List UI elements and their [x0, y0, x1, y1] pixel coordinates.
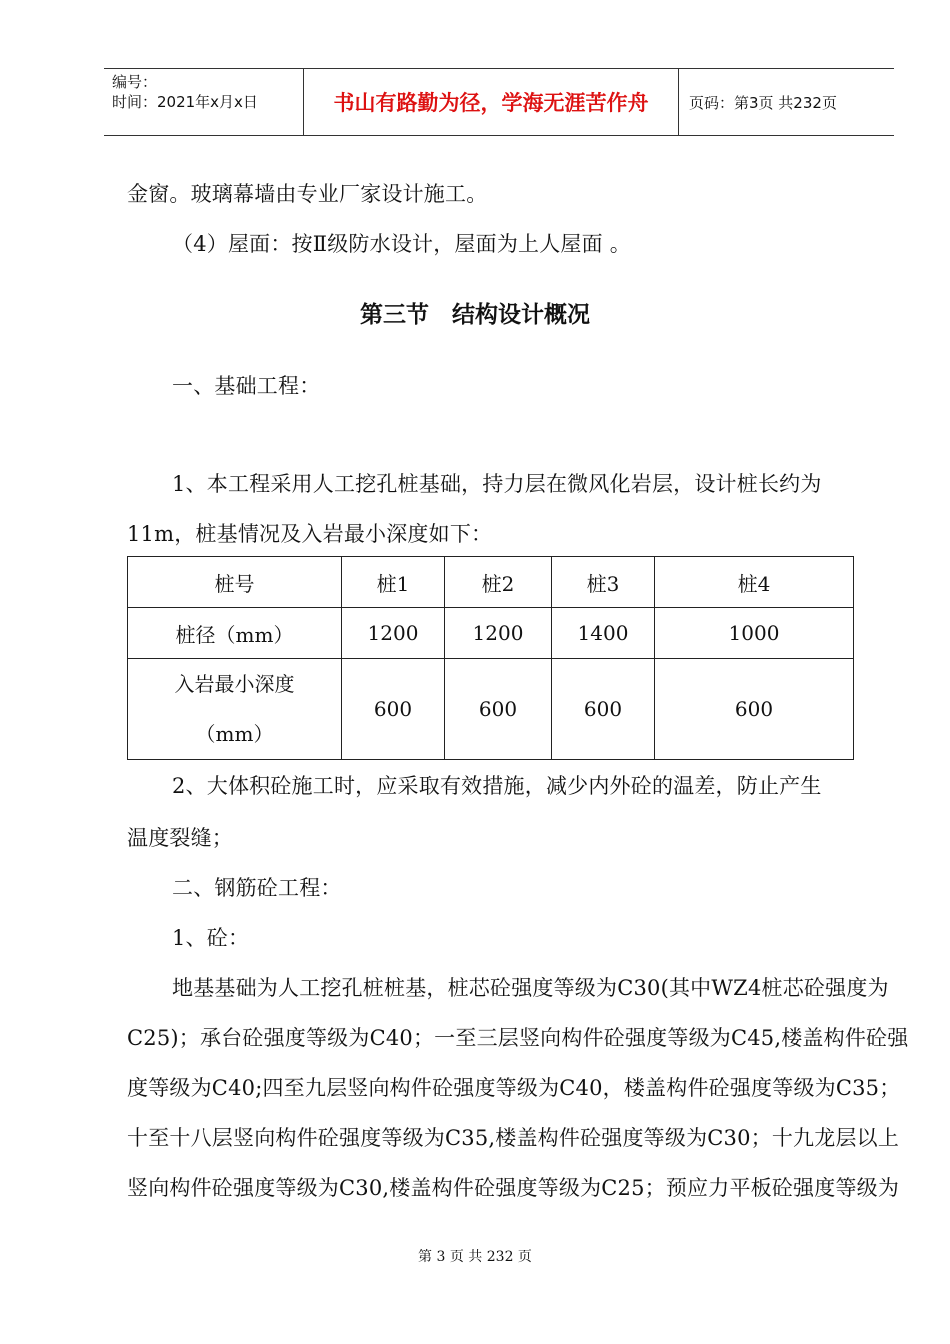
paragraph-3e: 竖向构件砼强度等级为C30,楼盖构件砼强度等级为C25；预应力平板砼强度等级为 [127, 1176, 900, 1200]
page-header [104, 68, 894, 136]
table-cell: 600 [445, 659, 552, 760]
row-label-line-2: （mm） [195, 722, 274, 746]
header-meta [104, 69, 304, 135]
paragraph-2a: 2、大体积砼施工时，应采取有效措施，减少内外砼的温差，防止产生 [172, 774, 822, 798]
subheading-concrete: 二、钢筋砼工程： [172, 876, 342, 900]
paragraph-3c: 度等级为C40;四至九层竖向构件砼强度等级为C40，楼盖构件砼强度等级为C35； [127, 1076, 901, 1100]
table-header-cell: 桩号 [128, 557, 342, 608]
table-row [128, 659, 854, 760]
paragraph-3d: 十至十八层竖向构件砼强度等级为C35,楼盖构件砼强度等级为C30；十九龙层以上 [127, 1126, 900, 1150]
paragraph-2b: 温度裂缝； [127, 826, 233, 850]
pile-table [127, 556, 854, 760]
table-cell: 1000 [655, 608, 854, 659]
table-row [128, 557, 854, 608]
paragraph-1b: 11m，桩基情况及入岩最小深度如下： [127, 522, 493, 546]
header-page: 页码：第3页 共232页 [689, 93, 837, 112]
table-cell [128, 659, 342, 760]
subheading-foundation: 一、基础工程： [172, 374, 321, 398]
table-header-cell: 桩3 [552, 557, 655, 608]
table-header-cell: 桩2 [445, 557, 552, 608]
table-cell: 600 [655, 659, 854, 760]
time-label: 时间：2021年x月x日 [112, 93, 258, 111]
table-row [128, 608, 854, 659]
paragraph-3a: 地基基础为人工挖孔桩桩基，桩芯砼强度等级为C30(其中WZ4桩芯砼强度为 [172, 976, 889, 1000]
paragraph-3b: C25)；承台砼强度等级为C40；一至三层竖向构件砼强度等级为C45,楼盖构件砼强 [127, 1026, 909, 1050]
paragraph-1a: 1、本工程采用人工挖孔桩基础，持力层在微风化岩层，设计桩长约为 [172, 472, 822, 496]
table-cell: 600 [342, 659, 445, 760]
table-cell: 1200 [445, 608, 552, 659]
body-line-1: 金窗。玻璃幕墙由专业厂家设计施工。 [127, 182, 488, 206]
table-header-cell: 桩4 [655, 557, 854, 608]
table-cell: 600 [552, 659, 655, 760]
page-footer: 第 3 页 共 232 页 [418, 1249, 532, 1265]
code-label: 编号： [112, 73, 158, 91]
subheading-concrete-1: 1、砼： [172, 926, 250, 950]
table-cell: 桩径（mm） [128, 608, 342, 659]
row-label-line-1: 入岩最小深度 [174, 672, 295, 696]
table-cell: 1200 [342, 608, 445, 659]
header-slogan: 书山有路勤为径，学海无涯苦作舟 [304, 69, 679, 135]
table-cell: 1400 [552, 608, 655, 659]
body-line-2: （4）屋面：按Ⅱ级防水设计，屋面为上人屋面 。 [172, 232, 631, 256]
table-header-cell: 桩1 [342, 557, 445, 608]
section-title: 第三节 结构设计概况 [360, 302, 590, 328]
